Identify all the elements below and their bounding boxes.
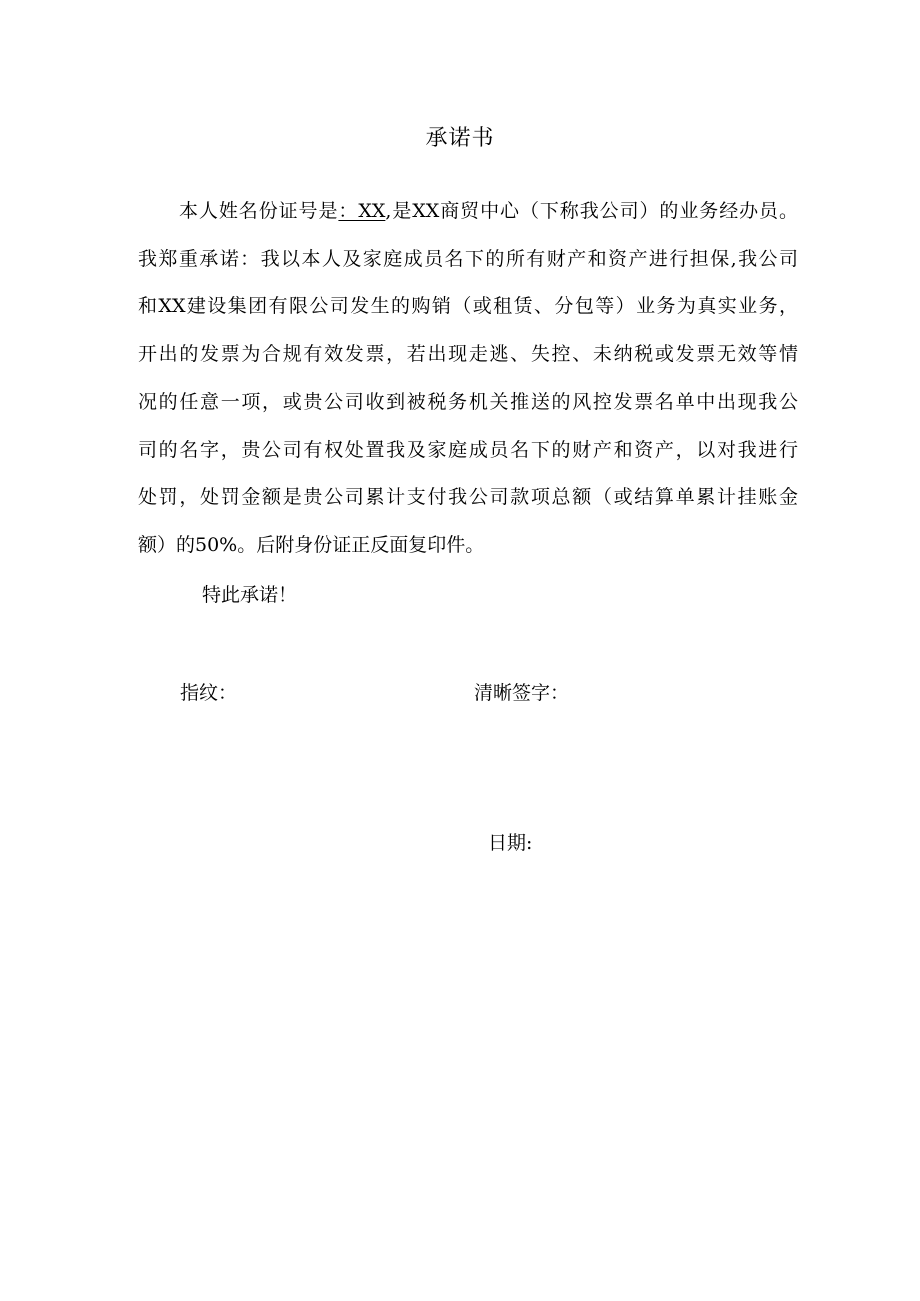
paragraph-line-7: 处罚，处罚金额是贵公司累计支付我公司款项总额（或结算单累计挂账金 [138,486,798,509]
signature-label: 清晰签字： [474,682,570,704]
paragraph-line-5: 况的任意一项，或贵公司收到被税务机关推送的风控发票名单中出现我公 [138,390,798,413]
paragraph-line-2: 我郑重承诺：我以本人及家庭成员名下的所有财产和资产进行担保,我公司 [138,247,798,270]
paragraph-line-8: 额）的50%。后附身份证正反面复印件。 [138,533,485,556]
paragraph-line-4: 开出的发票为合规有效发票，若出现走逃、失控、未纳税或发票无效等情 [138,343,798,366]
paragraph-line-6: 司的名字，贵公司有权处置我及家庭成员名下的财产和资产，以对我进行 [138,438,798,461]
id-number-underlined: ：XX [338,200,386,222]
paragraph-line-1-end: ,是XX商贸中心（下称我公司）的业务经办员。 [385,200,798,222]
fingerprint-label: 指纹： [180,682,238,704]
closing-statement: 特此承诺！ [202,584,298,606]
commitment-paragraph [138,188,798,570]
paragraph-line-1-start: 本人姓名份证号是 [179,200,339,222]
document-title: 承诺书 [425,126,495,151]
paragraph-line-3: 和XX建设集团有限公司发生的购销（或租赁、分包等）业务为真实业务， [138,295,798,318]
paragraph-line-1 [138,188,798,236]
date-label: 日期: [488,832,533,854]
